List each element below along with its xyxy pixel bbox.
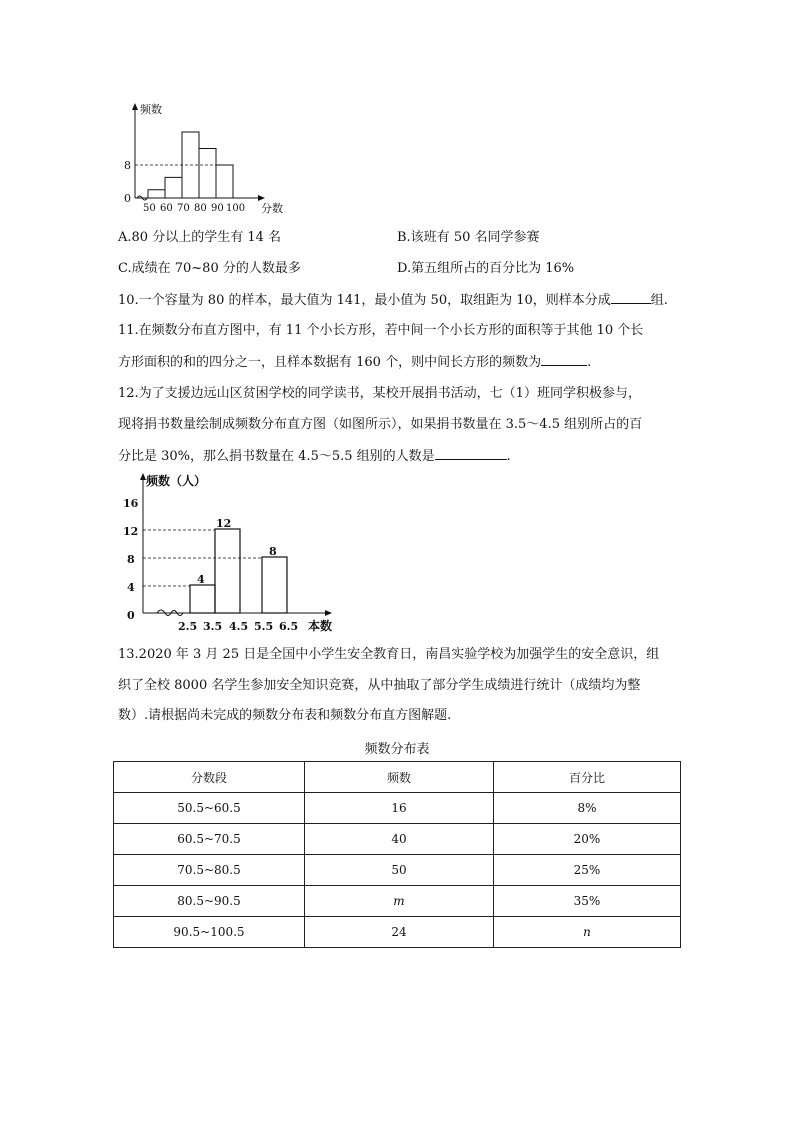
x-axis-arrow <box>258 195 265 201</box>
table-cell: 25% <box>494 855 681 886</box>
question-11-line-1: 11.在频数分布直方图中，有 11 个小长方形，若中间一个小长方形的面积等于其他 10 个长 <box>118 323 644 338</box>
y-axis-label: 频数（人） <box>146 474 207 488</box>
x-tick-label: 4.5 <box>229 620 249 633</box>
column-header: 百分比 <box>494 762 681 793</box>
question-12-line-3 <box>118 447 511 466</box>
bar-value-label: 8 <box>269 545 277 558</box>
histogram-bar <box>165 177 182 198</box>
y-tick-label: 16 <box>123 497 139 510</box>
table-cell: 50.5~60.5 <box>114 793 305 824</box>
table-row <box>114 917 681 948</box>
bar-value-label: 4 <box>197 573 205 586</box>
table-cell: 90.5~100.5 <box>114 917 305 948</box>
table-cell: 8% <box>494 793 681 824</box>
y-tick-label: 8 <box>127 553 135 566</box>
question-13-line-2: 织了全校 8000 名学生参加安全知识竞赛，从中抽取了部分学生成绩进行统计（成绩均为整 <box>118 678 641 693</box>
y-marked-value: 8 <box>124 159 131 172</box>
column-header: 分数段 <box>114 762 305 793</box>
column-header: 频数 <box>305 762 494 793</box>
x-tick-label: 80 <box>194 203 207 214</box>
x-tick-label: 50 <box>143 203 156 214</box>
table-cell: 20% <box>494 824 681 855</box>
question-12-tail: . <box>506 449 511 464</box>
question-12-line-2: 现将捐书数量绘制成频数分布直方图（如图所示），如果捐书数量在 3.5～4.5 组别所占的百 <box>118 417 643 432</box>
table-row <box>114 824 681 855</box>
table-cell: 80.5~90.5 <box>114 886 305 917</box>
histogram-bar <box>216 165 233 198</box>
histogram-bar <box>215 529 240 613</box>
x-tick-label: 60 <box>160 203 173 214</box>
y-tick-label: 4 <box>127 581 135 594</box>
y-axis-arrow <box>132 103 138 110</box>
x-tick-label: 100 <box>226 203 246 214</box>
table-cell: 50 <box>305 855 494 886</box>
histogram-books <box>112 470 352 635</box>
question-11-text: 方形面积的和的四分之一，且样本数据有 160 个，则中间长方形的频数为 <box>118 355 542 370</box>
table-row <box>114 855 681 886</box>
x-tick-label: 3.5 <box>203 620 223 633</box>
table-cell: 16 <box>305 793 494 824</box>
question-11-tail: . <box>587 355 592 370</box>
x-tick-label: 70 <box>177 203 190 214</box>
y-axis-label: 频数 <box>140 103 162 116</box>
table-cell: n <box>494 917 681 948</box>
bar-value-label: 12 <box>216 517 232 530</box>
question-12-line-1: 12.为了支援边远山区贫困学校的同学读书，某校开展捐书活动，七（1）班同学积极参与， <box>118 386 641 401</box>
frequency-table <box>113 761 681 948</box>
table-header-row <box>114 762 681 793</box>
x-tick-label: 6.5 <box>279 620 299 633</box>
y-tick-label: 0 <box>127 609 135 622</box>
x-axis-label: 本数 <box>308 619 333 633</box>
table-row <box>114 886 681 917</box>
histogram-bar <box>262 557 287 613</box>
y-tick-label: 12 <box>123 525 139 538</box>
option-a: A.80 分以上的学生有 14 名 <box>118 230 282 245</box>
option-b: B.该班有 50 名同学参赛 <box>397 230 540 245</box>
origin-label: 0 <box>124 192 131 205</box>
question-13-line-3: 数）.请根据尚未完成的频数分布表和频数分布直方图解题. <box>118 708 452 723</box>
table-cell: 24 <box>305 917 494 948</box>
option-c: C.成绩在 70~80 分的人数最多 <box>118 261 301 276</box>
x-tick-label: 90 <box>211 203 224 214</box>
table-title: 频数分布表 <box>364 742 430 757</box>
histogram-bar <box>190 585 215 613</box>
question-10-tail: 组. <box>650 293 668 308</box>
histogram-bar <box>199 149 216 199</box>
x-axis-arrow <box>325 610 332 616</box>
question-10 <box>118 291 668 310</box>
question-11-line-2 <box>118 353 591 372</box>
option-d: D.第五组所占的百分比为 16% <box>397 261 575 276</box>
question-13-line-1: 13.2020 年 3 月 25 日是全国中小学生安全教育日，南昌实验学校为加强学生的安全意识，组 <box>118 647 660 662</box>
histogram-scores <box>110 95 310 220</box>
table-cell: 35% <box>494 886 681 917</box>
question-10-text: 10.一个容量为 80 的样本，最大值为 141，最小值为 50，取组距为 10，则样本分成 <box>118 293 611 308</box>
table-cell: m <box>305 886 494 917</box>
question-12-text: 分比是 30%，那么捐书数量在 4.5～5.5 组别的人数是 <box>118 449 435 464</box>
table-cell: 40 <box>305 824 494 855</box>
x-tick-label: 5.5 <box>254 620 274 633</box>
table-cell: 60.5~70.5 <box>114 824 305 855</box>
answer-blank <box>541 353 587 366</box>
table-row <box>114 793 681 824</box>
x-tick-label: 2.5 <box>178 620 198 633</box>
x-axis-label: 分数 <box>261 202 283 215</box>
answer-blank <box>611 291 651 304</box>
table-cell: 70.5~80.5 <box>114 855 305 886</box>
answer-blank <box>435 447 507 460</box>
histogram-bar <box>148 190 165 198</box>
